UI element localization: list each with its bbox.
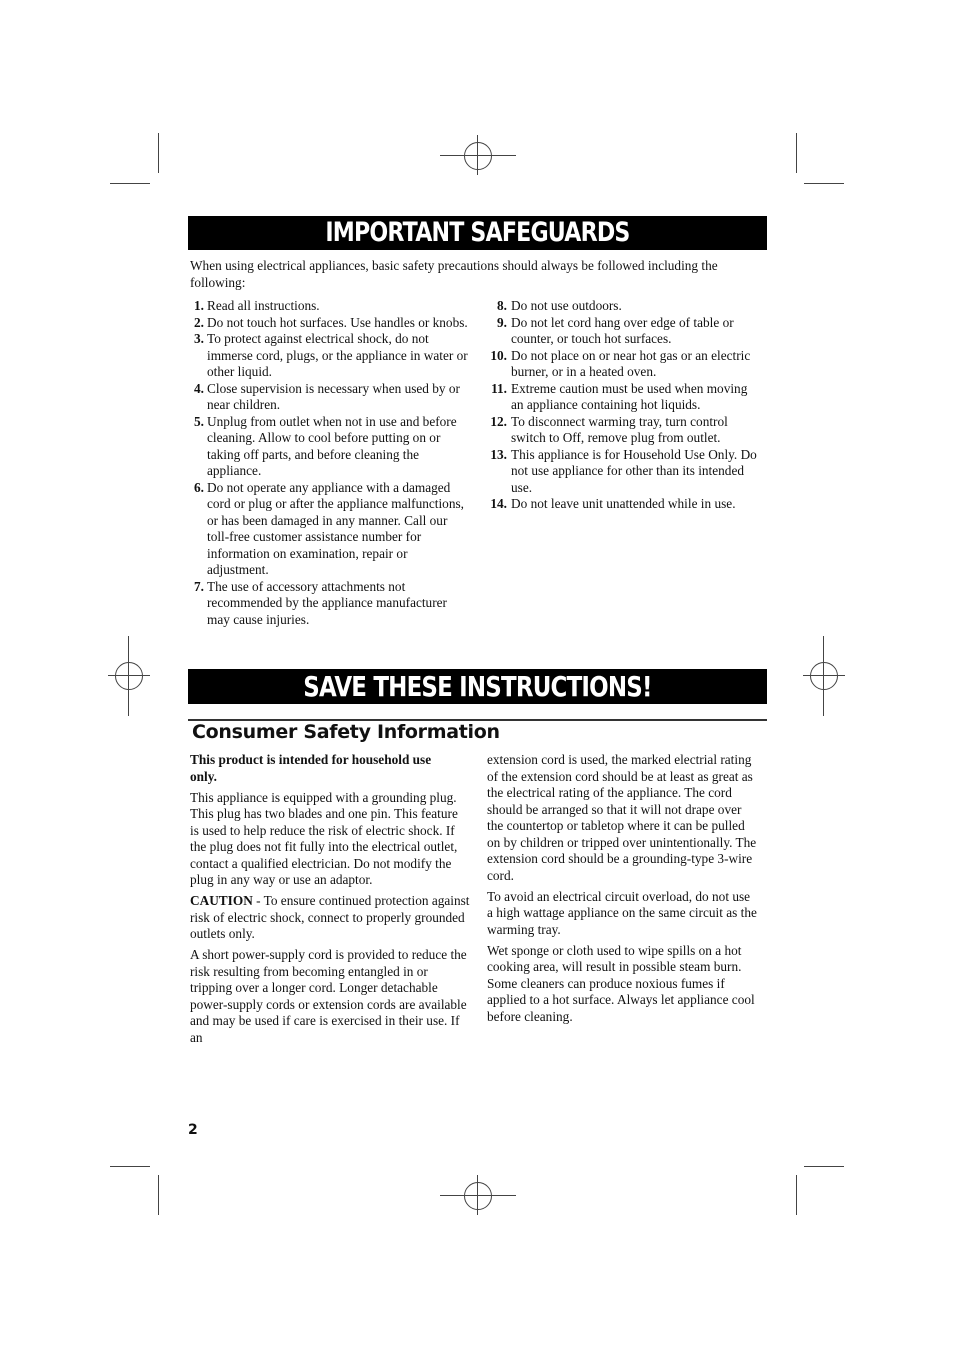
safeguard-item	[190, 579, 470, 629]
page-number: 2	[188, 1122, 198, 1138]
cleaning-paragraph: Wet sponge or cloth used to wipe spills on a hot cooking area, will result in possible steam burn. Some cleaners can produce noxious fumes if applied to a hot surface. Always let appliance cool before cleaning.	[487, 942, 755, 1024]
safeguard-text: Do not let cord hang over edge of table or counter, or touch hot surfaces.	[511, 314, 734, 346]
safeguard-item	[487, 381, 757, 414]
safeguard-text: Do not leave unit unattended while in use.	[511, 496, 736, 511]
safeguard-number: 9.	[497, 314, 507, 330]
safeguard-text: To protect against electrical shock, do not immerse cord, plugs, or the appliance in water or other liquid.	[207, 331, 468, 379]
safeguard-number: 1.	[194, 298, 204, 313]
important-safeguards-heading: IMPORTANT SAFEGUARDS	[325, 217, 630, 248]
save-instructions-heading: SAVE THESE INSTRUCTIONS!	[303, 670, 652, 703]
safeguard-text: To disconnect warming tray, turn control switch to Off, remove plug from outlet.	[511, 413, 728, 445]
caution-paragraph	[190, 893, 470, 943]
safeguard-item	[190, 331, 470, 381]
safeguard-number: 8.	[497, 298, 507, 313]
safeguard-text: Do not use outdoors.	[511, 298, 622, 313]
grounding-paragraph: This appliance is equipped with a grounding plug. This plug has two blades and one pin. This feature is used to help reduce the risk of electric shock. If the plug does not fit fully into the electrical outlet, contact a qualified electrician. Do not modify the plug in any way or use an adaptor.	[190, 789, 458, 887]
caution-text: - To ensure continued protection against risk of electric shock, connect to properly grounded outlets only.	[190, 893, 470, 941]
safeguard-item	[190, 315, 470, 332]
safeguards-list-left	[190, 298, 470, 628]
safeguard-item	[487, 414, 757, 447]
consumer-safety-title: Consumer Safety Information	[192, 721, 500, 743]
caution-label: CAUTION	[190, 893, 253, 908]
safeguard-number: 7.	[194, 578, 204, 594]
safeguard-number: 6.	[194, 479, 204, 495]
safeguard-text: Do not place on or near hot gas or an electric burner, or in a heated oven.	[511, 347, 751, 379]
overload-paragraph: To avoid an electrical circuit overload, do not use a high wattage appliance on the same circuit as the warming tray.	[487, 888, 757, 937]
safeguard-number: 10.	[490, 347, 507, 363]
safeguard-number: 11.	[491, 380, 507, 396]
important-safeguards-banner	[188, 216, 767, 250]
safeguard-text: Do not operate any appliance with a damaged cord or plug or after the appliance malfunctions, or has been damaged in any manner. Call our toll-free customer assistance number for information on examination, repair or adjustment.	[207, 479, 464, 577]
safeguard-text: Do not touch hot surfaces. Use handles or knobs.	[207, 314, 468, 330]
safeguard-item	[487, 315, 757, 348]
safeguard-item	[190, 414, 470, 480]
save-instructions-banner	[188, 669, 767, 704]
safeguard-text: The use of accessory attachments not recommended by the appliance manufacturer may cause injuries.	[207, 578, 447, 627]
cord-paragraph: A short power-supply cord is provided to reduce the risk resulting from becoming entangled in or tripping over a longer cord. Longer detachable power-supply cords or extension cords are available and may be used if care is exercised in their use. If an	[190, 947, 467, 1045]
consumer-right-column	[487, 752, 759, 1030]
household-notice: This product is intended for household use only.	[190, 752, 432, 784]
safeguards-list-right	[487, 298, 757, 513]
safeguard-number: 3.	[194, 331, 204, 346]
safeguard-number: 4.	[194, 380, 204, 396]
safeguard-number: 13.	[490, 446, 507, 462]
safeguard-text: Read all instructions.	[207, 298, 320, 313]
safeguard-item	[190, 480, 470, 579]
safeguard-text: Close supervision is necessary when used by or near children.	[207, 380, 460, 412]
safeguard-item	[487, 348, 757, 381]
safeguard-item	[487, 496, 757, 513]
intro-text: When using electrical appliances, basic safety precautions should always be followed including the following:	[190, 258, 718, 290]
safeguard-number: 5.	[194, 413, 204, 429]
safeguard-text: Unplug from outlet when not in use and before cleaning. Allow to cool before putting on or taking off parts, and before cleaning the appliance.	[207, 413, 457, 478]
safeguard-item	[487, 298, 757, 315]
safeguard-item	[190, 381, 470, 414]
safeguard-item	[487, 447, 757, 497]
safeguard-number: 12.	[490, 413, 507, 429]
safeguard-number: 2.	[194, 314, 204, 330]
consumer-left-column	[190, 752, 470, 1051]
safeguard-number: 14.	[490, 496, 507, 511]
extension-cord-paragraph: extension cord is used, the marked electrial rating of the extension cord should be at least as great as the electrical rating of the appliance. The cord should be arranged so that it will not drape over the countertop or tabletop where it can be pulled on by children or tripped over unintentionally. The extension cord should be a grounding-type 3-wire cord.	[487, 752, 757, 883]
safeguard-text: Extreme caution must be used when moving an appliance containing hot liquids.	[511, 380, 748, 412]
safeguard-text: This appliance is for Household Use Only. Do not use appliance for other than its intended use.	[511, 446, 757, 495]
safeguard-item	[190, 298, 470, 315]
